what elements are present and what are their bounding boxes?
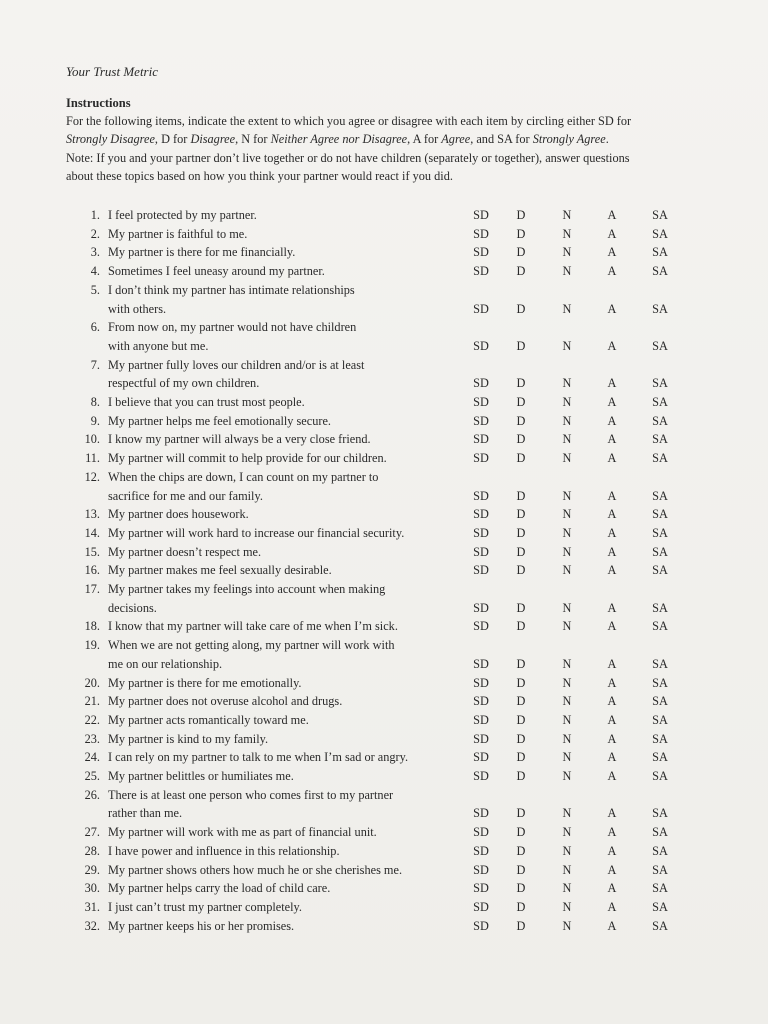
- option-strongly-agree[interactable]: SA: [652, 338, 668, 353]
- item-line: [0, 713, 768, 732]
- option-neutral[interactable]: N: [562, 451, 572, 466]
- item-text: My partner is faithful to me.: [108, 226, 248, 241]
- option-strongly-agree[interactable]: SA: [652, 806, 668, 821]
- option-strongly-agree[interactable]: SA: [652, 656, 668, 671]
- item-text: My partner is kind to my family.: [108, 731, 269, 746]
- option-neutral[interactable]: N: [562, 432, 572, 447]
- item-text: When the chips are down, I can count on my partner to: [108, 469, 379, 484]
- option-strongly-disagree[interactable]: SD: [473, 712, 489, 727]
- option-neutral[interactable]: N: [562, 712, 572, 727]
- item-number: 21.: [84, 694, 100, 709]
- option-strongly-disagree[interactable]: SD: [473, 507, 489, 522]
- option-agree[interactable]: A: [607, 507, 617, 522]
- option-strongly-agree[interactable]: SA: [652, 507, 668, 522]
- option-strongly-disagree[interactable]: SD: [473, 432, 489, 447]
- option-strongly-disagree[interactable]: SD: [473, 769, 489, 783]
- item-line: [0, 358, 768, 377]
- option-neutral[interactable]: N: [562, 881, 572, 896]
- item-line: [0, 788, 768, 807]
- item-line: [0, 339, 768, 358]
- option-neutral[interactable]: N: [562, 226, 572, 241]
- item-number: 15.: [84, 544, 100, 559]
- option-strongly-disagree[interactable]: SD: [473, 881, 489, 896]
- option-disagree[interactable]: D: [516, 862, 526, 877]
- item-number: 18.: [84, 619, 100, 634]
- option-disagree[interactable]: D: [516, 563, 526, 578]
- option-agree[interactable]: A: [607, 675, 617, 690]
- option-strongly-agree[interactable]: SA: [652, 881, 668, 896]
- item-text: My partner fully loves our children and/or is at least: [108, 357, 365, 372]
- option-strongly-agree[interactable]: SA: [652, 769, 668, 783]
- item-line: [0, 227, 768, 246]
- item-number: 24.: [84, 750, 100, 765]
- option-neutral[interactable]: N: [562, 862, 572, 877]
- item-number: 30.: [84, 881, 100, 896]
- item-number: 25.: [84, 769, 100, 783]
- option-agree[interactable]: A: [607, 208, 617, 222]
- option-strongly-disagree[interactable]: SD: [473, 825, 489, 840]
- option-strongly-disagree[interactable]: SD: [473, 208, 489, 222]
- item-number: 29.: [84, 862, 100, 877]
- item-text: When we are not getting along, my partner will work with: [108, 638, 395, 653]
- option-strongly-disagree[interactable]: SD: [473, 862, 489, 877]
- option-neutral[interactable]: N: [562, 825, 572, 840]
- option-strongly-agree[interactable]: SA: [652, 825, 668, 840]
- item-line: [0, 526, 768, 545]
- item-text: me on our relationship.: [108, 656, 223, 671]
- option-agree[interactable]: A: [607, 694, 617, 709]
- option-agree[interactable]: A: [607, 712, 617, 727]
- item-number: 20.: [84, 675, 100, 690]
- option-neutral[interactable]: N: [562, 563, 572, 578]
- item-text: I have power and influence in this relationship.: [108, 843, 340, 858]
- item-line: [0, 657, 768, 676]
- document-title: Your Trust Metric: [66, 64, 158, 79]
- item-text: I can rely on my partner to talk to me when I’m sad or angry.: [108, 750, 409, 765]
- instructions-heading: Instructions: [66, 96, 131, 110]
- option-strongly-agree[interactable]: SA: [652, 600, 668, 615]
- option-disagree[interactable]: D: [516, 226, 526, 241]
- item-text: decisions.: [108, 600, 157, 615]
- option-agree[interactable]: A: [607, 264, 617, 279]
- instructions-a-term: Agree: [441, 132, 471, 147]
- option-strongly-agree[interactable]: SA: [652, 226, 668, 241]
- item-line: [0, 245, 768, 264]
- instructions-sd-term: Strongly Disagree: [66, 132, 155, 147]
- option-neutral[interactable]: N: [562, 619, 572, 634]
- item-text: My partner will work hard to increase our financial security.: [108, 525, 405, 540]
- option-strongly-disagree[interactable]: SD: [473, 843, 489, 858]
- option-agree[interactable]: A: [607, 843, 617, 858]
- item-text: I know that my partner will take care of me when I’m sick.: [108, 619, 398, 634]
- option-strongly-agree[interactable]: SA: [652, 731, 668, 746]
- item-text: My partner takes my feelings into account when making: [108, 582, 386, 596]
- item-text: sacrifice for me and our family.: [108, 488, 263, 503]
- option-strongly-agree[interactable]: SA: [652, 395, 668, 409]
- option-disagree[interactable]: D: [516, 208, 526, 222]
- instructions-n-term: Neither Agree nor Disagree: [270, 132, 408, 147]
- option-strongly-disagree[interactable]: SD: [473, 544, 489, 559]
- item-number: 4.: [90, 264, 100, 279]
- option-disagree[interactable]: D: [516, 619, 526, 634]
- option-disagree[interactable]: D: [516, 806, 526, 821]
- option-neutral[interactable]: N: [562, 301, 572, 316]
- item-number: 8.: [90, 395, 100, 409]
- item-number: 10.: [84, 432, 100, 447]
- option-strongly-disagree[interactable]: SD: [473, 918, 489, 933]
- option-agree[interactable]: A: [607, 825, 617, 840]
- option-disagree[interactable]: D: [516, 750, 526, 765]
- option-disagree[interactable]: D: [516, 488, 526, 503]
- option-agree[interactable]: A: [607, 918, 617, 933]
- item-line: [0, 545, 768, 564]
- option-strongly-disagree[interactable]: SD: [473, 899, 489, 914]
- item-line: [0, 264, 768, 283]
- option-neutral[interactable]: N: [562, 544, 572, 559]
- option-neutral[interactable]: N: [562, 264, 572, 279]
- item-line: [0, 451, 768, 470]
- item-line: [0, 376, 768, 395]
- item-text: My partner belittles or humiliates me.: [108, 769, 294, 783]
- option-agree[interactable]: A: [607, 750, 617, 765]
- option-neutral[interactable]: N: [562, 245, 572, 260]
- option-strongly-disagree[interactable]: SD: [473, 338, 489, 353]
- option-disagree[interactable]: D: [516, 451, 526, 466]
- item-number: 16.: [84, 563, 100, 578]
- option-agree[interactable]: A: [607, 451, 617, 466]
- option-agree[interactable]: A: [607, 563, 617, 578]
- item-line: [0, 320, 768, 339]
- item-line: [0, 507, 768, 526]
- option-strongly-disagree[interactable]: SD: [473, 656, 489, 671]
- option-strongly-agree[interactable]: SA: [652, 712, 668, 727]
- option-agree[interactable]: A: [607, 600, 617, 615]
- option-agree[interactable]: A: [607, 301, 617, 316]
- option-disagree[interactable]: D: [516, 245, 526, 260]
- option-strongly-disagree[interactable]: SD: [473, 806, 489, 821]
- item-text: My partner does not overuse alcohol and drugs.: [108, 694, 343, 709]
- item-line: [0, 769, 768, 788]
- instructions-line-1: For the following items, indicate the extent to which you agree or disagree with each item by circling either SD for: [66, 114, 632, 128]
- option-neutral[interactable]: N: [562, 675, 572, 690]
- item-line: [0, 844, 768, 863]
- item-line: [0, 638, 768, 657]
- item-line: [0, 881, 768, 900]
- option-strongly-agree[interactable]: SA: [652, 862, 668, 877]
- option-strongly-disagree[interactable]: SD: [473, 600, 489, 615]
- option-neutral[interactable]: N: [562, 843, 572, 858]
- option-neutral[interactable]: N: [562, 525, 572, 540]
- option-strongly-disagree[interactable]: SD: [473, 750, 489, 765]
- item-line: [0, 489, 768, 508]
- instructions-sep: , A for: [407, 132, 442, 147]
- item-number: 7.: [90, 357, 100, 372]
- item-number: 22.: [84, 712, 100, 727]
- option-disagree[interactable]: D: [516, 544, 526, 559]
- option-neutral[interactable]: N: [562, 376, 572, 391]
- item-text: My partner acts romantically toward me.: [108, 712, 309, 727]
- item-number: 11.: [85, 451, 100, 466]
- option-disagree[interactable]: D: [516, 507, 526, 522]
- option-neutral[interactable]: N: [562, 750, 572, 765]
- option-neutral[interactable]: N: [562, 208, 572, 222]
- option-strongly-agree[interactable]: SA: [652, 376, 668, 391]
- option-disagree[interactable]: D: [516, 694, 526, 709]
- item-number: 9.: [90, 413, 100, 428]
- option-agree[interactable]: A: [607, 226, 617, 241]
- option-agree[interactable]: A: [607, 376, 617, 391]
- option-neutral[interactable]: N: [562, 694, 572, 709]
- option-agree[interactable]: A: [607, 413, 617, 428]
- item-text: I know my partner will always be a very close friend.: [108, 432, 371, 447]
- item-text: My partner will work with me as part of financial unit.: [108, 825, 377, 840]
- option-disagree[interactable]: D: [516, 675, 526, 690]
- item-line: [0, 208, 768, 227]
- option-agree[interactable]: A: [607, 338, 617, 353]
- option-strongly-disagree[interactable]: SD: [473, 563, 489, 578]
- option-strongly-disagree[interactable]: SD: [473, 413, 489, 428]
- option-disagree[interactable]: D: [516, 432, 526, 447]
- option-agree[interactable]: A: [607, 525, 617, 540]
- instructions-sa-term: Strongly Agree: [532, 132, 606, 147]
- option-disagree[interactable]: D: [516, 525, 526, 540]
- item-text: Sometimes I feel uneasy around my partner.: [108, 264, 325, 279]
- item-line: [0, 900, 768, 919]
- item-text: I don’t think my partner has intimate relationships: [108, 282, 355, 297]
- item-number: 14.: [84, 525, 100, 540]
- option-agree[interactable]: A: [607, 881, 617, 896]
- option-disagree[interactable]: D: [516, 656, 526, 671]
- item-line: [0, 732, 768, 751]
- option-strongly-agree[interactable]: SA: [652, 413, 668, 428]
- option-strongly-disagree[interactable]: SD: [473, 376, 489, 391]
- item-text: My partner makes me feel sexually desirable.: [108, 563, 332, 578]
- item-line: [0, 863, 768, 882]
- option-disagree[interactable]: D: [516, 413, 526, 428]
- option-disagree[interactable]: D: [516, 769, 526, 783]
- item-text: From now on, my partner would not have children: [108, 320, 357, 335]
- item-number: 5.: [90, 282, 100, 297]
- item-number: 17.: [84, 582, 100, 596]
- item-text: My partner helps me feel emotionally secure.: [108, 413, 331, 428]
- option-strongly-agree[interactable]: SA: [652, 525, 668, 540]
- option-neutral[interactable]: N: [562, 806, 572, 821]
- option-neutral[interactable]: N: [562, 899, 572, 914]
- option-agree[interactable]: A: [607, 488, 617, 503]
- instructions-line-3: Note: If you and your partner don’t live together or do not have children (separately or together), answer questions: [66, 150, 630, 165]
- item-line: [0, 470, 768, 489]
- item-text: My partner is there for me financially.: [108, 245, 296, 260]
- item-line: [0, 414, 768, 433]
- option-strongly-agree[interactable]: SA: [652, 488, 668, 503]
- item-line: [0, 563, 768, 582]
- item-text: I believe that you can trust most people.: [108, 395, 305, 409]
- option-strongly-disagree[interactable]: SD: [473, 451, 489, 466]
- option-agree[interactable]: A: [607, 245, 617, 260]
- item-line: [0, 619, 768, 638]
- option-strongly-agree[interactable]: SA: [652, 918, 668, 933]
- option-neutral[interactable]: N: [562, 507, 572, 522]
- option-disagree[interactable]: D: [516, 338, 526, 353]
- option-agree[interactable]: A: [607, 656, 617, 671]
- option-strongly-agree[interactable]: SA: [652, 245, 668, 260]
- option-strongly-agree[interactable]: SA: [652, 432, 668, 447]
- item-text: My partner helps carry the load of child care.: [108, 881, 331, 896]
- item-text: I feel protected by my partner.: [108, 208, 257, 222]
- item-number: 6.: [90, 320, 100, 335]
- option-strongly-disagree[interactable]: SD: [473, 226, 489, 241]
- item-number: 13.: [84, 507, 100, 522]
- option-agree[interactable]: A: [607, 619, 617, 634]
- instructions-sep: , D for: [154, 132, 191, 147]
- item-text: with others.: [108, 301, 167, 316]
- instructions-sep: .: [605, 132, 609, 147]
- item-line: [0, 676, 768, 695]
- option-strongly-agree[interactable]: SA: [652, 544, 668, 559]
- option-disagree[interactable]: D: [516, 264, 526, 279]
- option-neutral[interactable]: N: [562, 600, 572, 615]
- item-number: 31.: [84, 899, 100, 914]
- option-disagree[interactable]: D: [516, 731, 526, 746]
- item-text: with anyone but me.: [108, 338, 209, 353]
- option-agree[interactable]: A: [607, 731, 617, 746]
- option-strongly-disagree[interactable]: SD: [473, 525, 489, 540]
- option-strongly-disagree[interactable]: SD: [473, 619, 489, 634]
- item-line: [0, 302, 768, 321]
- option-strongly-disagree[interactable]: SD: [473, 488, 489, 503]
- option-neutral[interactable]: N: [562, 395, 572, 409]
- item-text: My partner will commit to help provide for our children.: [108, 451, 387, 466]
- option-disagree[interactable]: D: [516, 301, 526, 316]
- option-disagree[interactable]: D: [516, 395, 526, 409]
- option-strongly-agree[interactable]: SA: [652, 563, 668, 578]
- option-agree[interactable]: A: [607, 432, 617, 447]
- item-text: There is at least one person who comes first to my partner: [108, 787, 394, 802]
- option-strongly-agree[interactable]: SA: [652, 264, 668, 279]
- item-text: My partner is there for me emotionally.: [108, 675, 302, 690]
- instructions-sep: , N for: [235, 132, 271, 147]
- option-disagree[interactable]: D: [516, 376, 526, 391]
- option-neutral[interactable]: N: [562, 918, 572, 933]
- option-neutral[interactable]: N: [562, 656, 572, 671]
- item-line: [0, 919, 768, 938]
- option-disagree[interactable]: D: [516, 712, 526, 727]
- option-disagree[interactable]: D: [516, 825, 526, 840]
- option-agree[interactable]: A: [607, 862, 617, 877]
- option-disagree[interactable]: D: [516, 899, 526, 914]
- instructions-d-term: Disagree: [190, 132, 236, 147]
- item-number: 19.: [84, 638, 100, 653]
- option-neutral[interactable]: N: [562, 413, 572, 428]
- item-number: 12.: [84, 469, 100, 484]
- option-strongly-agree[interactable]: SA: [652, 694, 668, 709]
- option-agree[interactable]: A: [607, 899, 617, 914]
- item-text: My partner does housework.: [108, 507, 249, 522]
- item-number: 3.: [90, 245, 100, 260]
- item-number: 32.: [84, 918, 100, 933]
- item-line: [0, 825, 768, 844]
- option-agree[interactable]: A: [607, 806, 617, 821]
- item-text: My partner doesn’t respect me.: [108, 544, 262, 559]
- option-strongly-agree[interactable]: SA: [652, 843, 668, 858]
- option-strongly-disagree[interactable]: SD: [473, 301, 489, 316]
- option-strongly-agree[interactable]: SA: [652, 619, 668, 634]
- option-disagree[interactable]: D: [516, 600, 526, 615]
- option-agree[interactable]: A: [607, 395, 617, 409]
- option-strongly-disagree[interactable]: SD: [473, 731, 489, 746]
- option-disagree[interactable]: D: [516, 881, 526, 896]
- option-strongly-disagree[interactable]: SD: [473, 675, 489, 690]
- option-strongly-disagree[interactable]: SD: [473, 245, 489, 260]
- item-number: 28.: [84, 843, 100, 858]
- item-line: [0, 750, 768, 769]
- option-neutral[interactable]: N: [562, 769, 572, 783]
- option-neutral[interactable]: N: [562, 488, 572, 503]
- item-text: My partner shows others how much he or she cherishes me.: [108, 862, 403, 877]
- item-line: [0, 694, 768, 713]
- item-line: [0, 395, 768, 414]
- item-number: 1.: [90, 208, 100, 222]
- option-strongly-agree[interactable]: SA: [652, 899, 668, 914]
- item-text: I just can’t trust my partner completely.: [108, 899, 302, 914]
- item-line: [0, 601, 768, 620]
- item-text: My partner keeps his or her promises.: [108, 918, 295, 933]
- option-agree[interactable]: A: [607, 544, 617, 559]
- option-neutral[interactable]: N: [562, 731, 572, 746]
- instructions-sep: , and SA for: [470, 132, 533, 147]
- option-strongly-disagree[interactable]: SD: [473, 264, 489, 279]
- option-strongly-agree[interactable]: SA: [652, 750, 668, 765]
- item-number: 26.: [84, 787, 100, 802]
- item-number: 2.: [90, 226, 100, 241]
- item-line: [0, 283, 768, 302]
- item-line: [0, 582, 768, 601]
- item-text: respectful of my own children.: [108, 376, 260, 391]
- item-line: [0, 432, 768, 451]
- item-number: 27.: [84, 825, 100, 840]
- option-strongly-disagree[interactable]: SD: [473, 395, 489, 409]
- option-strongly-agree[interactable]: SA: [652, 301, 668, 316]
- option-neutral[interactable]: N: [562, 338, 572, 353]
- item-text: rather than me.: [108, 806, 183, 821]
- item-line: [0, 806, 768, 825]
- option-agree[interactable]: A: [607, 769, 617, 783]
- option-disagree[interactable]: D: [516, 843, 526, 858]
- option-disagree[interactable]: D: [516, 918, 526, 933]
- option-strongly-disagree[interactable]: SD: [473, 694, 489, 709]
- option-strongly-agree[interactable]: SA: [652, 675, 668, 690]
- item-number: 23.: [84, 731, 100, 746]
- instructions-line-4: about these topics based on how you think your partner would react if you did.: [66, 168, 453, 183]
- option-strongly-agree[interactable]: SA: [652, 451, 668, 466]
- option-strongly-agree[interactable]: SA: [652, 208, 668, 222]
